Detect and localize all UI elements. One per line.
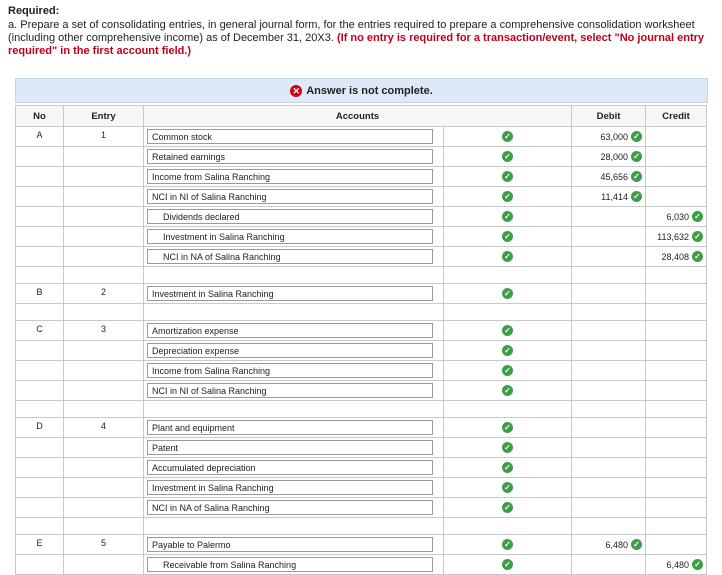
table-row	[16, 127, 707, 147]
account-select[interactable]: Common stock	[147, 129, 433, 144]
row-entry	[64, 381, 144, 401]
account-check-cell	[444, 381, 572, 401]
credit-value: 28,408	[661, 251, 690, 262]
account-select[interactable]: NCI in NA of Salina Ranching	[147, 500, 433, 515]
check-icon: ✓	[631, 131, 642, 142]
debit-value: 63,000	[600, 131, 629, 142]
row-entry	[64, 207, 144, 227]
row-no	[16, 167, 64, 187]
debit-cell[interactable]	[572, 535, 646, 555]
credit-cell[interactable]	[646, 247, 707, 267]
row-no: C	[16, 321, 64, 341]
account-select[interactable]: Investment in Salina Ranching	[147, 480, 433, 495]
row-no	[16, 438, 64, 458]
row-no	[16, 227, 64, 247]
account-select[interactable]: Payable to Palermo	[147, 537, 433, 552]
check-icon: ✓	[502, 151, 513, 162]
row-entry	[64, 147, 144, 167]
spacer-cell	[64, 518, 144, 535]
check-icon: ✓	[692, 251, 703, 262]
row-entry	[64, 438, 144, 458]
credit-cell[interactable]	[646, 341, 707, 361]
account-cell	[144, 207, 444, 227]
table-row	[16, 478, 707, 498]
row-no	[16, 247, 64, 267]
check-icon: ✓	[502, 171, 513, 182]
account-select[interactable]: Investment in Salina Ranching	[147, 286, 433, 301]
debit-value: 6,480	[605, 539, 629, 550]
header-no: No	[16, 106, 64, 127]
check-icon: ✓	[502, 365, 513, 376]
table-row	[16, 341, 707, 361]
check-icon: ✓	[502, 482, 513, 493]
spacer-cell	[572, 267, 646, 284]
required-title: Required:	[8, 5, 60, 17]
account-check-cell	[444, 555, 572, 575]
row-no	[16, 361, 64, 381]
debit-cell[interactable]	[572, 147, 646, 167]
check-icon: ✓	[692, 231, 703, 242]
account-cell	[144, 321, 444, 341]
spacer-row	[16, 518, 707, 535]
spacer-cell	[144, 518, 444, 535]
account-check-cell	[444, 227, 572, 247]
credit-value: 6,030	[666, 211, 690, 222]
spacer-cell	[646, 304, 707, 321]
debit-cell[interactable]	[572, 361, 646, 381]
account-cell	[144, 361, 444, 381]
credit-cell[interactable]	[646, 418, 707, 438]
debit-cell[interactable]	[572, 187, 646, 207]
row-no	[16, 341, 64, 361]
row-entry: 1	[64, 127, 144, 147]
debit-cell[interactable]	[572, 284, 646, 304]
account-select[interactable]: Investment in Salina Ranching	[147, 229, 433, 244]
table-row	[16, 187, 707, 207]
debit-cell[interactable]	[572, 341, 646, 361]
table-row	[16, 535, 707, 555]
check-icon: ✓	[502, 539, 513, 550]
spacer-cell	[572, 401, 646, 418]
table-row	[16, 458, 707, 478]
account-select[interactable]: Patent	[147, 440, 433, 455]
check-icon: ✓	[631, 171, 642, 182]
row-no	[16, 498, 64, 518]
table-row	[16, 167, 707, 187]
account-check-cell	[444, 284, 572, 304]
spacer-cell	[646, 518, 707, 535]
account-check-cell	[444, 498, 572, 518]
row-entry: 5	[64, 535, 144, 555]
spacer-cell	[16, 518, 64, 535]
spacer-cell	[444, 401, 572, 418]
check-icon: ✓	[692, 559, 703, 570]
table-header-row	[16, 106, 707, 127]
credit-cell[interactable]	[646, 535, 707, 555]
row-entry	[64, 478, 144, 498]
account-check-cell	[444, 127, 572, 147]
account-check-cell	[444, 207, 572, 227]
account-check-cell	[444, 418, 572, 438]
debit-cell[interactable]	[572, 127, 646, 147]
debit-cell[interactable]	[572, 498, 646, 518]
row-entry	[64, 341, 144, 361]
spacer-cell	[16, 304, 64, 321]
check-icon: ✓	[502, 288, 513, 299]
row-no	[16, 381, 64, 401]
check-icon: ✓	[631, 539, 642, 550]
account-select[interactable]: Dividends declared	[147, 209, 433, 224]
row-entry	[64, 458, 144, 478]
credit-cell[interactable]	[646, 458, 707, 478]
account-cell	[144, 498, 444, 518]
row-entry: 3	[64, 321, 144, 341]
row-no: B	[16, 284, 64, 304]
check-icon: ✓	[502, 251, 513, 262]
debit-cell[interactable]	[572, 247, 646, 267]
debit-value: 28,000	[600, 151, 629, 162]
table-row	[16, 498, 707, 518]
header-accounts: Accounts	[144, 106, 572, 127]
spacer-row	[16, 267, 707, 284]
row-no	[16, 147, 64, 167]
instructions	[8, 19, 714, 58]
check-icon: ✓	[502, 345, 513, 356]
account-cell	[144, 147, 444, 167]
credit-cell[interactable]	[646, 147, 707, 167]
account-check-cell	[444, 535, 572, 555]
check-icon: ✓	[631, 151, 642, 162]
check-icon: ✓	[631, 191, 642, 202]
account-cell	[144, 227, 444, 247]
credit-cell[interactable]	[646, 381, 707, 401]
account-check-cell	[444, 147, 572, 167]
account-check-cell	[444, 361, 572, 381]
account-check-cell	[444, 478, 572, 498]
spacer-cell	[16, 267, 64, 284]
account-select[interactable]: Receivable from Salina Ranching	[147, 557, 433, 572]
account-select[interactable]: Retained earnings	[147, 149, 433, 164]
check-icon: ✓	[502, 211, 513, 222]
credit-cell[interactable]	[646, 227, 707, 247]
row-entry	[64, 361, 144, 381]
row-no	[16, 555, 64, 575]
account-cell	[144, 458, 444, 478]
table-row	[16, 418, 707, 438]
row-no	[16, 478, 64, 498]
credit-cell[interactable]	[646, 555, 707, 575]
debit-cell[interactable]	[572, 227, 646, 247]
credit-cell[interactable]	[646, 438, 707, 458]
table-row	[16, 555, 707, 575]
debit-value: 11,414	[601, 191, 629, 202]
credit-cell[interactable]	[646, 167, 707, 187]
credit-cell[interactable]	[646, 321, 707, 341]
spacer-cell	[16, 401, 64, 418]
check-icon: ✓	[502, 442, 513, 453]
account-cell	[144, 535, 444, 555]
account-cell	[144, 381, 444, 401]
credit-value: 113,632	[657, 231, 690, 242]
check-icon: ✓	[502, 231, 513, 242]
spacer-cell	[444, 518, 572, 535]
credit-value: 6,480	[666, 559, 690, 570]
journal-entry-table	[15, 105, 707, 575]
row-entry	[64, 187, 144, 207]
credit-cell[interactable]	[646, 284, 707, 304]
credit-cell[interactable]	[646, 187, 707, 207]
account-check-cell	[444, 321, 572, 341]
spacer-cell	[444, 267, 572, 284]
debit-cell[interactable]	[572, 478, 646, 498]
account-check-cell	[444, 458, 572, 478]
credit-cell[interactable]	[646, 498, 707, 518]
debit-cell[interactable]	[572, 438, 646, 458]
check-icon: ✓	[502, 502, 513, 513]
check-icon: ✓	[502, 325, 513, 336]
spacer-cell	[64, 267, 144, 284]
spacer-cell	[444, 304, 572, 321]
header-debit: Debit	[572, 106, 646, 127]
header-credit: Credit	[646, 106, 707, 127]
row-no	[16, 187, 64, 207]
account-select[interactable]: Income from Salina Ranching	[147, 169, 433, 184]
x-circle-icon: ✕	[290, 85, 302, 97]
account-select[interactable]: Amortization expense	[147, 323, 433, 338]
instruction-red-note: (If no entry is required for a transaction/event, select "No journal entry required" in the first account field.)	[8, 32, 705, 57]
account-cell	[144, 341, 444, 361]
table-row	[16, 147, 707, 167]
account-select[interactable]: NCI in NI of Salina Ranching	[147, 383, 433, 398]
debit-cell[interactable]	[572, 207, 646, 227]
row-no: D	[16, 418, 64, 438]
account-cell	[144, 187, 444, 207]
debit-cell[interactable]	[572, 418, 646, 438]
account-cell	[144, 438, 444, 458]
spacer-row	[16, 304, 707, 321]
account-check-cell	[444, 341, 572, 361]
account-check-cell	[444, 187, 572, 207]
spacer-cell	[144, 401, 444, 418]
table-row	[16, 381, 707, 401]
credit-cell[interactable]	[646, 478, 707, 498]
row-no: E	[16, 535, 64, 555]
header-entry: Entry	[64, 106, 144, 127]
row-entry: 4	[64, 418, 144, 438]
table-row	[16, 438, 707, 458]
account-check-cell	[444, 438, 572, 458]
account-select[interactable]: NCI in NA of Salina Ranching	[147, 249, 433, 264]
check-icon: ✓	[502, 191, 513, 202]
account-check-cell	[444, 167, 572, 187]
check-icon: ✓	[692, 211, 703, 222]
instruction-text: a. Prepare a set of consolidating entries, in general journal form, for the entries required to prepare a comprehensive consolidation worksheet (including other comprehensive income) as of December 31, 20X3.	[8, 19, 695, 44]
spacer-cell	[646, 267, 707, 284]
table-row	[16, 227, 707, 247]
debit-cell[interactable]	[572, 458, 646, 478]
table-row	[16, 247, 707, 267]
credit-cell[interactable]	[646, 361, 707, 381]
spacer-cell	[572, 518, 646, 535]
check-icon: ✓	[502, 385, 513, 396]
row-entry	[64, 555, 144, 575]
account-cell	[144, 555, 444, 575]
row-entry: 2	[64, 284, 144, 304]
answer-status-text: Answer is not complete.	[306, 84, 433, 97]
row-no: A	[16, 127, 64, 147]
account-select[interactable]: Depreciation expense	[147, 343, 433, 358]
debit-cell[interactable]	[572, 167, 646, 187]
check-icon: ✓	[502, 462, 513, 473]
spacer-cell	[144, 304, 444, 321]
row-entry	[64, 498, 144, 518]
account-select[interactable]: Accumulated depreciation	[147, 460, 433, 475]
table-row	[16, 284, 707, 304]
table-row	[16, 361, 707, 381]
spacer-cell	[572, 304, 646, 321]
account-select[interactable]: Income from Salina Ranching	[147, 363, 433, 378]
account-cell	[144, 478, 444, 498]
debit-cell[interactable]	[572, 381, 646, 401]
account-check-cell	[444, 247, 572, 267]
check-icon: ✓	[502, 131, 513, 142]
account-select[interactable]: NCI in NI of Salina Ranching	[147, 189, 433, 204]
row-no	[16, 207, 64, 227]
account-cell	[144, 167, 444, 187]
account-select[interactable]: Plant and equipment	[147, 420, 433, 435]
spacer-cell	[144, 267, 444, 284]
row-entry	[64, 227, 144, 247]
debit-cell[interactable]	[572, 555, 646, 575]
row-entry	[64, 247, 144, 267]
table-row	[16, 321, 707, 341]
account-cell	[144, 418, 444, 438]
row-entry	[64, 167, 144, 187]
row-no	[16, 458, 64, 478]
check-icon: ✓	[502, 559, 513, 570]
debit-value: 45,656	[600, 171, 629, 182]
debit-cell[interactable]	[572, 321, 646, 341]
answer-status-banner	[15, 78, 708, 103]
account-cell	[144, 284, 444, 304]
account-cell	[144, 247, 444, 267]
account-cell	[144, 127, 444, 147]
table-row	[16, 207, 707, 227]
spacer-cell	[64, 401, 144, 418]
credit-cell[interactable]	[646, 127, 707, 147]
spacer-cell	[646, 401, 707, 418]
spacer-row	[16, 401, 707, 418]
credit-cell[interactable]	[646, 207, 707, 227]
check-icon: ✓	[502, 422, 513, 433]
spacer-cell	[64, 304, 144, 321]
